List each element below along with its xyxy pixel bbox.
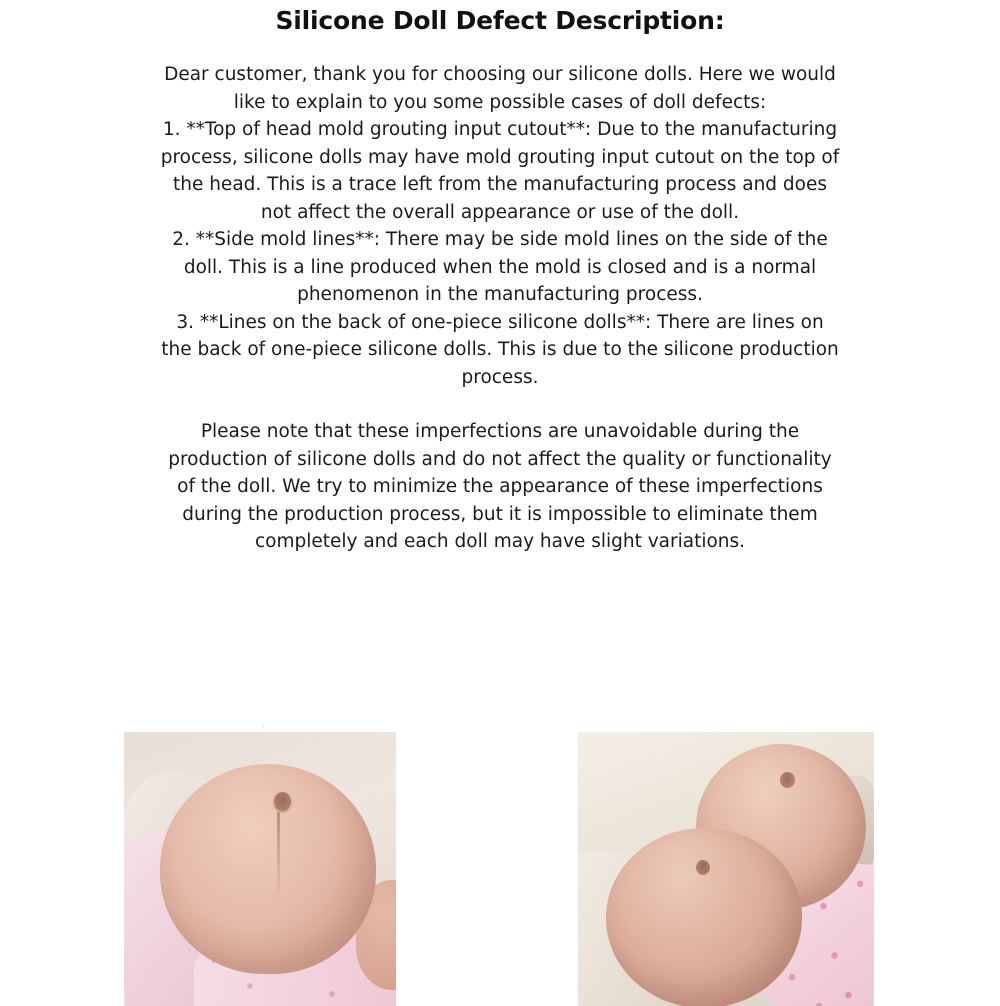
doll-head-lower-shape bbox=[606, 828, 802, 1006]
document-page bbox=[0, 6, 1000, 1006]
paragraph-defect-1: 1. **Top of head mold grouting input cutout**: Due to the manufacturing process, silicone dolls may have mold grouting input cutout on the top of the head. This is a trace left from the manufacturing process and does not affect the overall appearance or use of the doll. bbox=[160, 119, 840, 223]
photo-doll-head-top bbox=[124, 732, 396, 1006]
paragraph-defect-2: 2. **Side mold lines**: There may be side mold lines on the side of the doll. This is a line produced when the mold is closed and is a normal phenomenon in the manufacturing process. bbox=[172, 229, 828, 305]
grouting-cutout-mark bbox=[274, 792, 291, 811]
paragraph-note: Please note that these imperfections are unavoidable during the production of silicone dolls and do not affect the quality or functionality of the doll. We try to minimize the appearance of these imperfections during the production process, but it is impossible to eliminate them completely and each doll may have slight variations. bbox=[168, 421, 832, 552]
mold-line-mark bbox=[277, 812, 280, 894]
page-title: Silicone Doll Defect Description: bbox=[275, 6, 725, 35]
paragraph-intro: Dear customer, thank you for choosing our silicone dolls. Here we would like to explain to you some possible cases of doll defects: bbox=[164, 64, 836, 113]
paragraph-spacer bbox=[160, 391, 840, 418]
faint-dot-mark: . bbox=[262, 718, 266, 731]
grouting-cutout-mark-lower bbox=[696, 860, 710, 875]
grouting-cutout-mark-upper bbox=[780, 772, 795, 788]
photo-gallery bbox=[0, 718, 1000, 1006]
description-body bbox=[160, 61, 840, 556]
paragraph-defect-3: 3. **Lines on the back of one-piece silicone dolls**: There are lines on the back of one-piece silicone dolls. This is due to the silicone production process. bbox=[161, 311, 839, 388]
doll-head-shape bbox=[160, 764, 376, 974]
photo-two-doll-heads bbox=[578, 732, 874, 1006]
